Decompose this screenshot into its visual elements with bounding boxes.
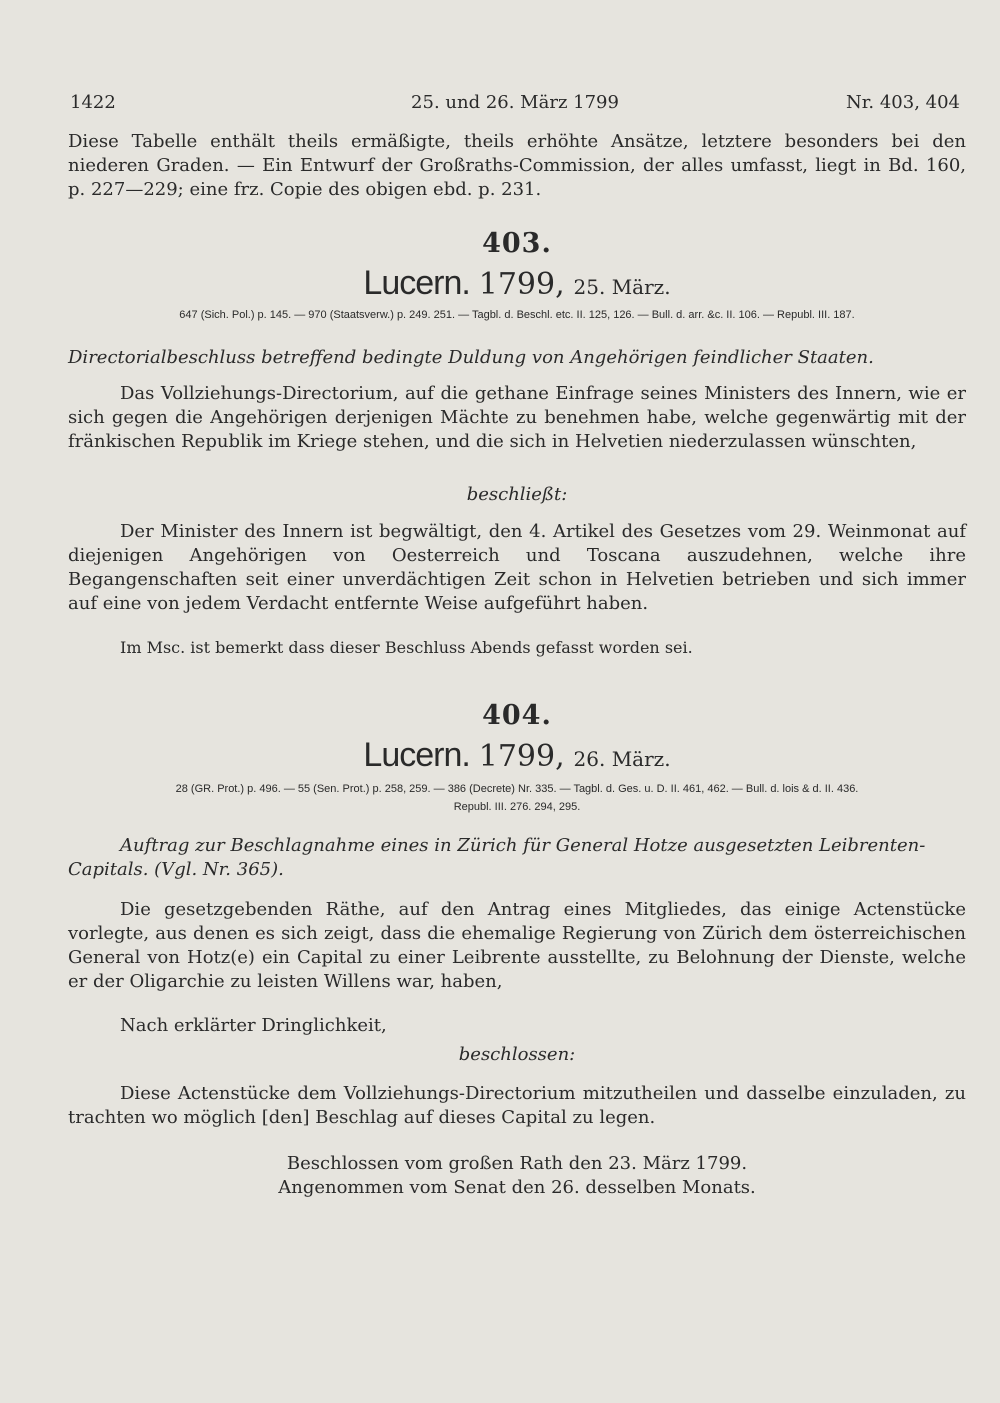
doc-403-title: Directorialbeschluss betreffend bedingte Duldung von Angehörigen feindlicher Staaten.: [68, 347, 874, 368]
doc-404-place: Lucern.: [363, 736, 470, 774]
doc-404-closing-line2: Angenommen vom Senat den 26. desselben Monats.: [278, 1177, 756, 1198]
doc-404-date: 26. März.: [573, 747, 671, 771]
header-doc-range: Nr. 403, 404: [846, 92, 960, 113]
doc-404-place-date: [68, 738, 966, 776]
doc-403-place: Lucern.: [363, 264, 470, 302]
doc-404-urgency: Nach erklärter Dringlichkeit,: [120, 1015, 387, 1036]
doc-404-sources-line2: Republ. III. 276. 294, 295.: [453, 801, 581, 813]
doc-404-decision: Diese Actenstücke dem Vollziehungs-Directorium mitzutheilen und dasselbe einzuladen, zu trachten wo möglich [den] Beschlag auf dieses Capital zu legen.: [68, 1083, 966, 1128]
doc-403-decision-word: beschließt:: [466, 484, 568, 505]
header-date-range: 25. und 26. März 1799: [411, 92, 619, 113]
doc-403-preamble: Das Vollziehungs-Directorium, auf die gethane Einfrage seines Ministers des Innern, wie er sich gegen die Angehörigen derjenigen Mächte zu benehmen habe, welche gegenwärtig mit der fränkischen Republik im Kriege stehen, und die sich in Helvetien niederzulassen wünschten,: [68, 383, 966, 452]
doc-403-number: 403.: [482, 228, 552, 259]
doc-404-sources-line1: 28 (GR. Prot.) p. 496. — 55 (Sen. Prot.) p. 258, 259. — 386 (Decrete) Nr. 335. — Tagbl. d. Ges. u. D. II. 461, 462. — Bull. d. lois & d. II. 436.: [175, 783, 859, 795]
doc-403-decision: Der Minister des Innern ist begwältigt, den 4. Artikel des Gesetzes vom 29. Weinmonat auf diejenigen Angehörigen von Oesterreich und Toscana auszudehnen, welche ihre Begangenschaften seit einer unverdächtigen Zeit schon in Helvetien betrieben und sich immer auf eine von jedem Verdacht entfernte Weise aufgeführt haben.: [68, 521, 966, 614]
doc-404-decision-word: beschlossen:: [458, 1044, 576, 1065]
doc-403-sources: 647 (Sich. Pol.) p. 145. — 970 (Staatsverw.) p. 249. 251. — Tagbl. d. Beschl. etc. II. 125, 126. — Bull. d. arr. &c. II. 106. — Republ. III. 187.: [179, 309, 855, 321]
doc-403-place-date: [68, 266, 966, 304]
doc-404-preamble: Die gesetzgebenden Räthe, auf den Antrag eines Mitgliedes, das einige Actenstücke vorlegte, aus denen es sich zeigt, dass die ehemalige Regierung von Zürich dem österreichischen General von Hotz(e) ein Capital zu einer Leibrente ausstellte, zu Belohnung der Dienste, welche er der Oligarchie zu leisten Willens war, haben,: [68, 899, 966, 992]
doc-403-year: 1799,: [478, 267, 565, 302]
intro-note: Diese Tabelle enthält theils ermäßigte, theils erhöhte Ansätze, letztere besonders bei den niederen Graden. — Ein Entwurf der Großraths-Commission, der alles umfasst, liegt in Bd. 160, p. 227—229; eine frz. Copie des obigen ebd. p. 231.: [68, 131, 966, 200]
doc-404-title: Auftrag zur Beschlagnahme eines in Zürich für General Hotze ausgesetzten Leibrenten-Capitals. (Vgl. Nr. 365).: [68, 835, 926, 880]
doc-403-date: 25. März.: [573, 275, 671, 299]
running-header: [70, 92, 960, 116]
page-number: 1422: [70, 92, 116, 113]
doc-404-closing-line1: Beschlossen vom großen Rath den 23. März 1799.: [286, 1153, 748, 1174]
doc-404-year: 1799,: [478, 739, 565, 774]
doc-404-number: 404.: [482, 700, 552, 731]
doc-403-note: Im Msc. ist bemerkt dass dieser Beschluss Abends gefasst worden sei.: [120, 638, 693, 657]
